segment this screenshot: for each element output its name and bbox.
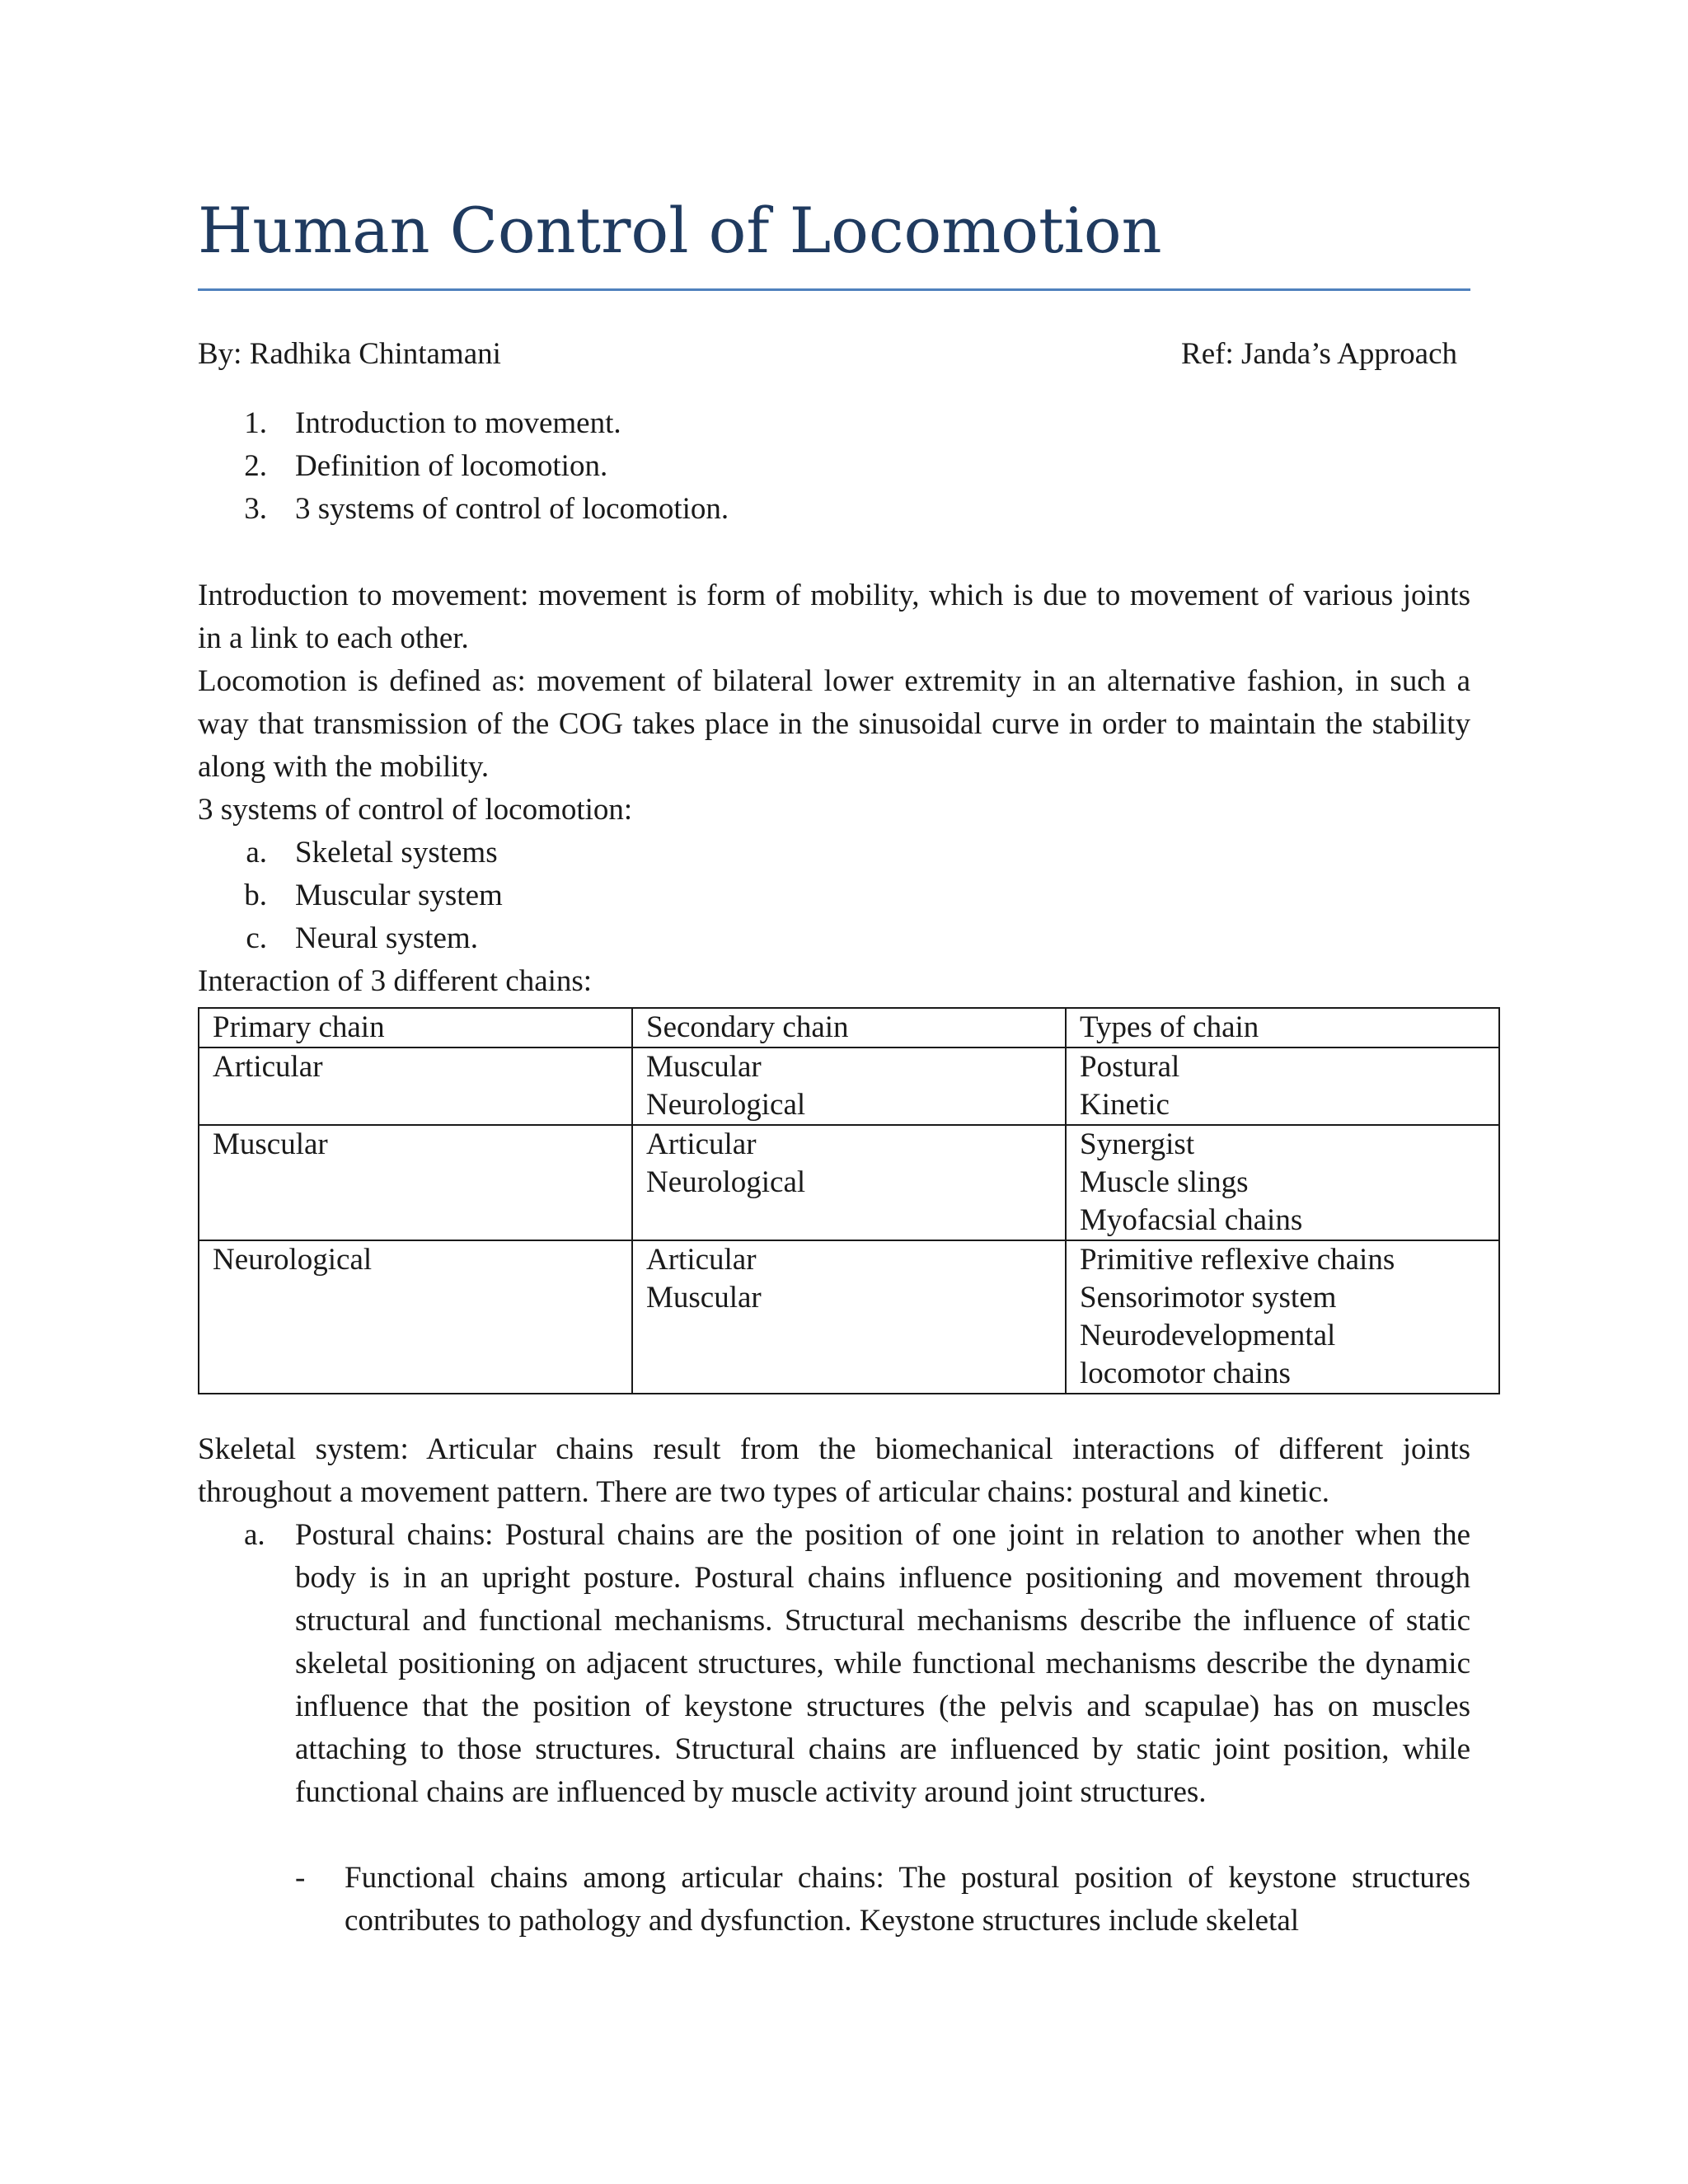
table-header-row: [199, 1008, 1499, 1047]
chains-table: [198, 1007, 1500, 1394]
system-text: Skeletal systems: [295, 836, 498, 869]
primary-cell: Articular: [199, 1047, 632, 1125]
outline-text: Introduction to movement.: [295, 406, 621, 440]
secondary-cell: Articular Muscular: [632, 1240, 1066, 1394]
system-item: [198, 874, 1470, 917]
author-line: By: Radhika Chintamani: [198, 337, 501, 371]
functional-dash-marker: -: [295, 1861, 306, 1895]
outline-text: 3 systems of control of locomotion.: [295, 492, 729, 526]
system-text: Neural system.: [295, 921, 478, 955]
outline-marker: 3.: [244, 492, 267, 526]
title-underline: [198, 288, 1470, 291]
skeletal-system-paragraph: Skeletal system: Articular chains result from the biomechanical interactions of different joints throughout a movement pattern. There are two types of articular chains: postural and kinetic.: [198, 1432, 1470, 1509]
postural-chains-paragraph: Postural chains: Postural chains are the position of one joint in relation to another when the body is in an upright posture. Postural chains influence positioning and movement through structural and functional mechanisms. Structural mechanisms describe the influence of static skeletal positioning on adjacent structures, while functional mechanisms describe the dynamic influence that the position of keystone structures (the pelvis and scapulae) has on muscles attaching to those structures. Structural chains are influenced by static joint position, while functional chains are influenced by muscle activity around joint structures.: [295, 1518, 1470, 1809]
outline-item: [198, 445, 1470, 488]
table-row: [199, 1047, 1499, 1125]
system-item: [198, 917, 1470, 960]
byline: [198, 333, 1470, 376]
postural-marker: a.: [244, 1518, 265, 1552]
intro-paragraph: Introduction to movement: movement is form of mobility, which is due to movement of various joints in a link to each other.: [198, 579, 1470, 655]
table-row: [199, 1240, 1499, 1394]
system-marker: c.: [246, 921, 267, 955]
types-cell: Synergist Muscle slings Myofacsial chains: [1066, 1125, 1499, 1240]
secondary-cell: Muscular Neurological: [632, 1047, 1066, 1125]
outline-marker: 1.: [244, 406, 267, 440]
header-types-of-chain: Types of chain: [1066, 1008, 1499, 1047]
header-secondary-chain: Secondary chain: [632, 1008, 1066, 1047]
header-primary-chain: Primary chain: [199, 1008, 632, 1047]
outline-text: Definition of locomotion.: [295, 449, 608, 483]
system-item: [198, 832, 1470, 874]
outline-item: [198, 488, 1470, 531]
system-text: Muscular system: [295, 879, 503, 912]
systems-heading: 3 systems of control of locomotion:: [198, 793, 633, 827]
types-cell: Postural Kinetic: [1066, 1047, 1499, 1125]
document-title: Human Control of Locomotion: [198, 194, 1162, 267]
system-marker: b.: [244, 879, 267, 912]
table-row: [199, 1125, 1499, 1240]
outline-marker: 2.: [244, 449, 267, 483]
secondary-cell: Articular Neurological: [632, 1125, 1066, 1240]
types-cell: Primitive reflexive chains Sensorimotor system Neurodevelopmental locomotor chains: [1066, 1240, 1499, 1394]
system-marker: a.: [246, 836, 267, 869]
locomotion-definition-paragraph: Locomotion is defined as: movement of bilateral lower extremity in an alternative fashion, in such a way that transmission of the COG takes place in the sinusoidal curve in order to maintain the stability along with the mobility.: [198, 664, 1470, 784]
functional-chains-paragraph: Functional chains among articular chains: The postural position of keystone structures contributes to pathology and dysfunction. Keystone structures include skeletal: [345, 1861, 1470, 1938]
interaction-heading: Interaction of 3 different chains:: [198, 964, 593, 998]
primary-cell: Neurological: [199, 1240, 632, 1394]
primary-cell: Muscular: [199, 1125, 632, 1240]
reference-line: Ref: Janda’s Approach: [1181, 337, 1457, 371]
outline-item: [198, 402, 1470, 445]
